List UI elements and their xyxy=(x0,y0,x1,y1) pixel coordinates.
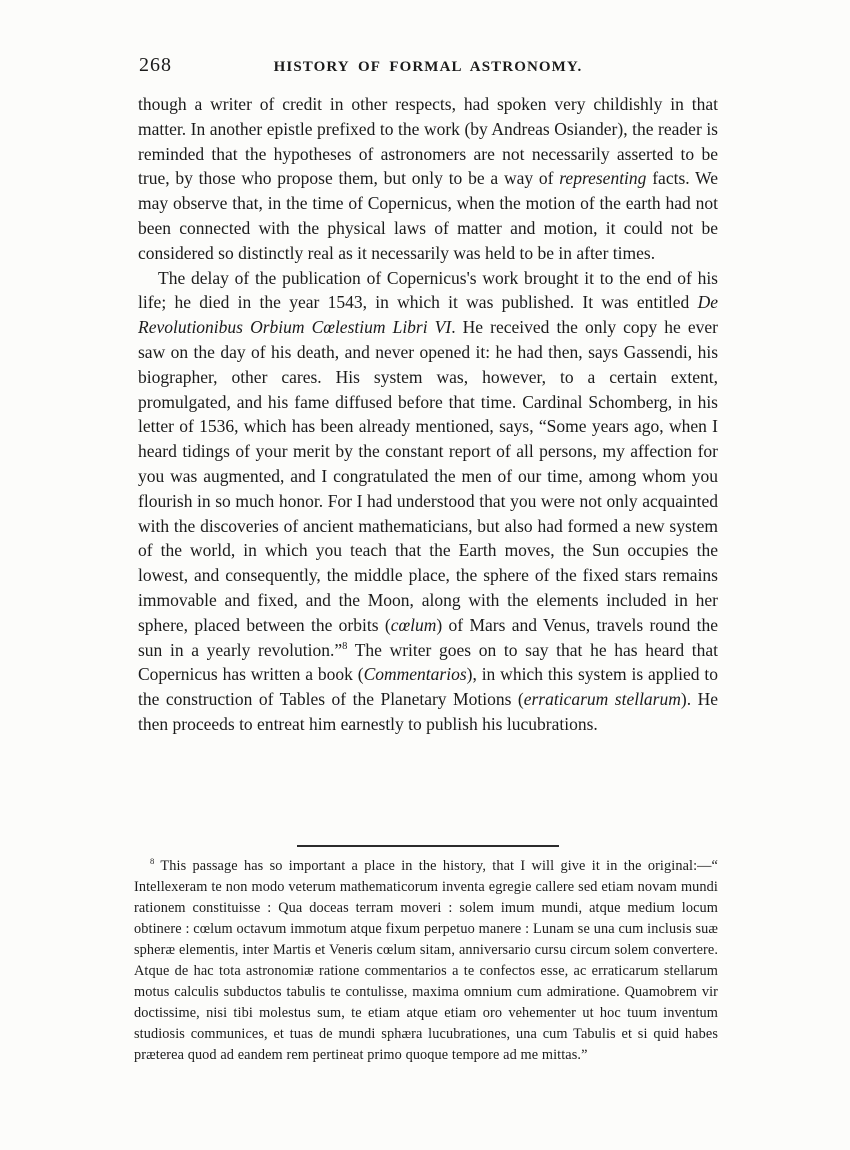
running-title: HISTORY OF FORMAL ASTRONOMY. xyxy=(273,59,583,75)
body-text xyxy=(138,92,718,737)
paragraph: The delay of the publication of Copernicus's work brought it to the end of his life; he died in the year 1543, in which it was published. It was entitled De Revolutionibus Orbium Cœlestium Libri VI. He received the only copy he ever saw on the day of his death, and never opened it: he had then, says Gassendi, his biographer, other cares. His system was, however, to a certain extent, promulgated, and his fame diffused before that time. Cardinal Schomberg, in his letter of 1536, which has been already mentioned, says, “Some years ago, when I heard tidings of your merit by the constant report of all persons, my affection for you was augmented, and I congratulated the men of our time, among whom you flourish in so much honor. For I had understood that you were not only acquainted with the discoveries of ancient mathematicians, but also had formed a new system of the world, in which you teach that the Earth moves, the Sun occupies the lowest, and consequently, the middle place, the sphere of the fixed stars remains immovable and fixed, and the Moon, along with the elements included in her sphere, placed between the orbits (cœlum) of Mars and Venus, travels round the sun in a yearly revolution.”$^8$ The writer goes on to say that he has heard that Copernicus has written a book (Commentarios), in which this system is applied to the construction of Tables of the Planetary Motions (erraticarum stellarum). He then proceeds to entreat him earnestly to publish his lucubrations. xyxy=(138,267,718,734)
footnote-text: $^8$ This passage has so important a place in the history, that I will give it in the original:—“ Intellexeram te non modo veterum mathematicorum inventa egregie callere sed etiam novam mundi rationem constituisse : Qua doceas terram moveri : solem imum mundi, atque medium locum obtinere : cœlum octavum immotum atque fixum perpetuo manere : Lunam se una cum inclusis suæ spheræ elementis, inter Martis et Veneris cœlum sitam, anniversario cursu circum solem convertere. Atque de hac tota astronomiæ ratione commentarios a te confectos esse, ac erraticarum stellarum motus calculis subductos tabulis te contulisse, maxima omnium cum admiratione. Quamobrem vir doctissime, nisi tibi molestus sum, te etiam atque etiam oro vehementer ut hoc tuum inventum studiosis communices, et tuas de mundi sphæra lucubrationes, una cum Tabulis et si quid habes præterea quod ad eandem rem pertineat primo quoque tempore ad me mittas.” xyxy=(134,856,718,1063)
footnote-marker: 8 xyxy=(150,856,155,867)
page-number: 268 xyxy=(139,54,172,76)
paragraph: though a writer of credit in other respects, had spoken very childishly in that matter. In another epistle prefixed to the work (by Andreas Osiander), the reader is reminded that the hypotheses of astronomers are not necessarily asserted to be true, by those who propose them, but only to be a way of representing facts. We may observe that, in the time of Copernicus, when the motion of the earth had not been connected with the physical laws of matter and motion, it could not be considered so distinctly real as it necessarily was held to be in after times. xyxy=(138,94,718,263)
footnote-separator xyxy=(297,845,559,847)
